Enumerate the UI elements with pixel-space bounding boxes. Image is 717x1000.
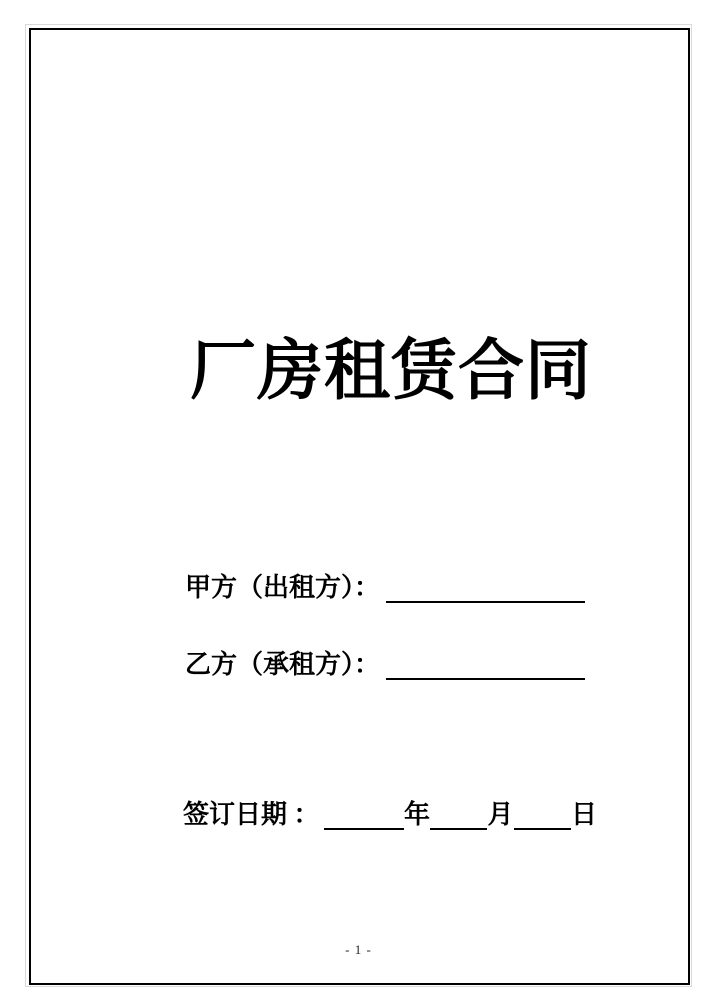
sign-date-label: 签订日期 ： <box>183 800 320 829</box>
page-number: - 1 - <box>345 942 372 957</box>
sign-date-month-blank[interactable] <box>430 804 487 830</box>
document-title: 厂房租赁合同 <box>190 333 592 407</box>
party-b-label: 乙方（承租方）： <box>185 650 381 679</box>
month-suffix-label: 月 <box>487 800 514 829</box>
year-suffix-label: 年 <box>403 800 430 829</box>
sign-date-year-blank[interactable] <box>324 804 404 830</box>
day-suffix-label: 日 <box>570 800 597 829</box>
party-a-row <box>185 573 585 603</box>
party-b-row <box>185 650 585 680</box>
sign-date-day-blank[interactable] <box>514 804 571 830</box>
party-b-blank-line[interactable] <box>386 654 585 680</box>
sign-date-row <box>183 800 597 830</box>
party-a-blank-line[interactable] <box>386 577 585 603</box>
party-a-label: 甲方（出租方）： <box>185 573 381 602</box>
page-border-frame <box>29 28 690 985</box>
